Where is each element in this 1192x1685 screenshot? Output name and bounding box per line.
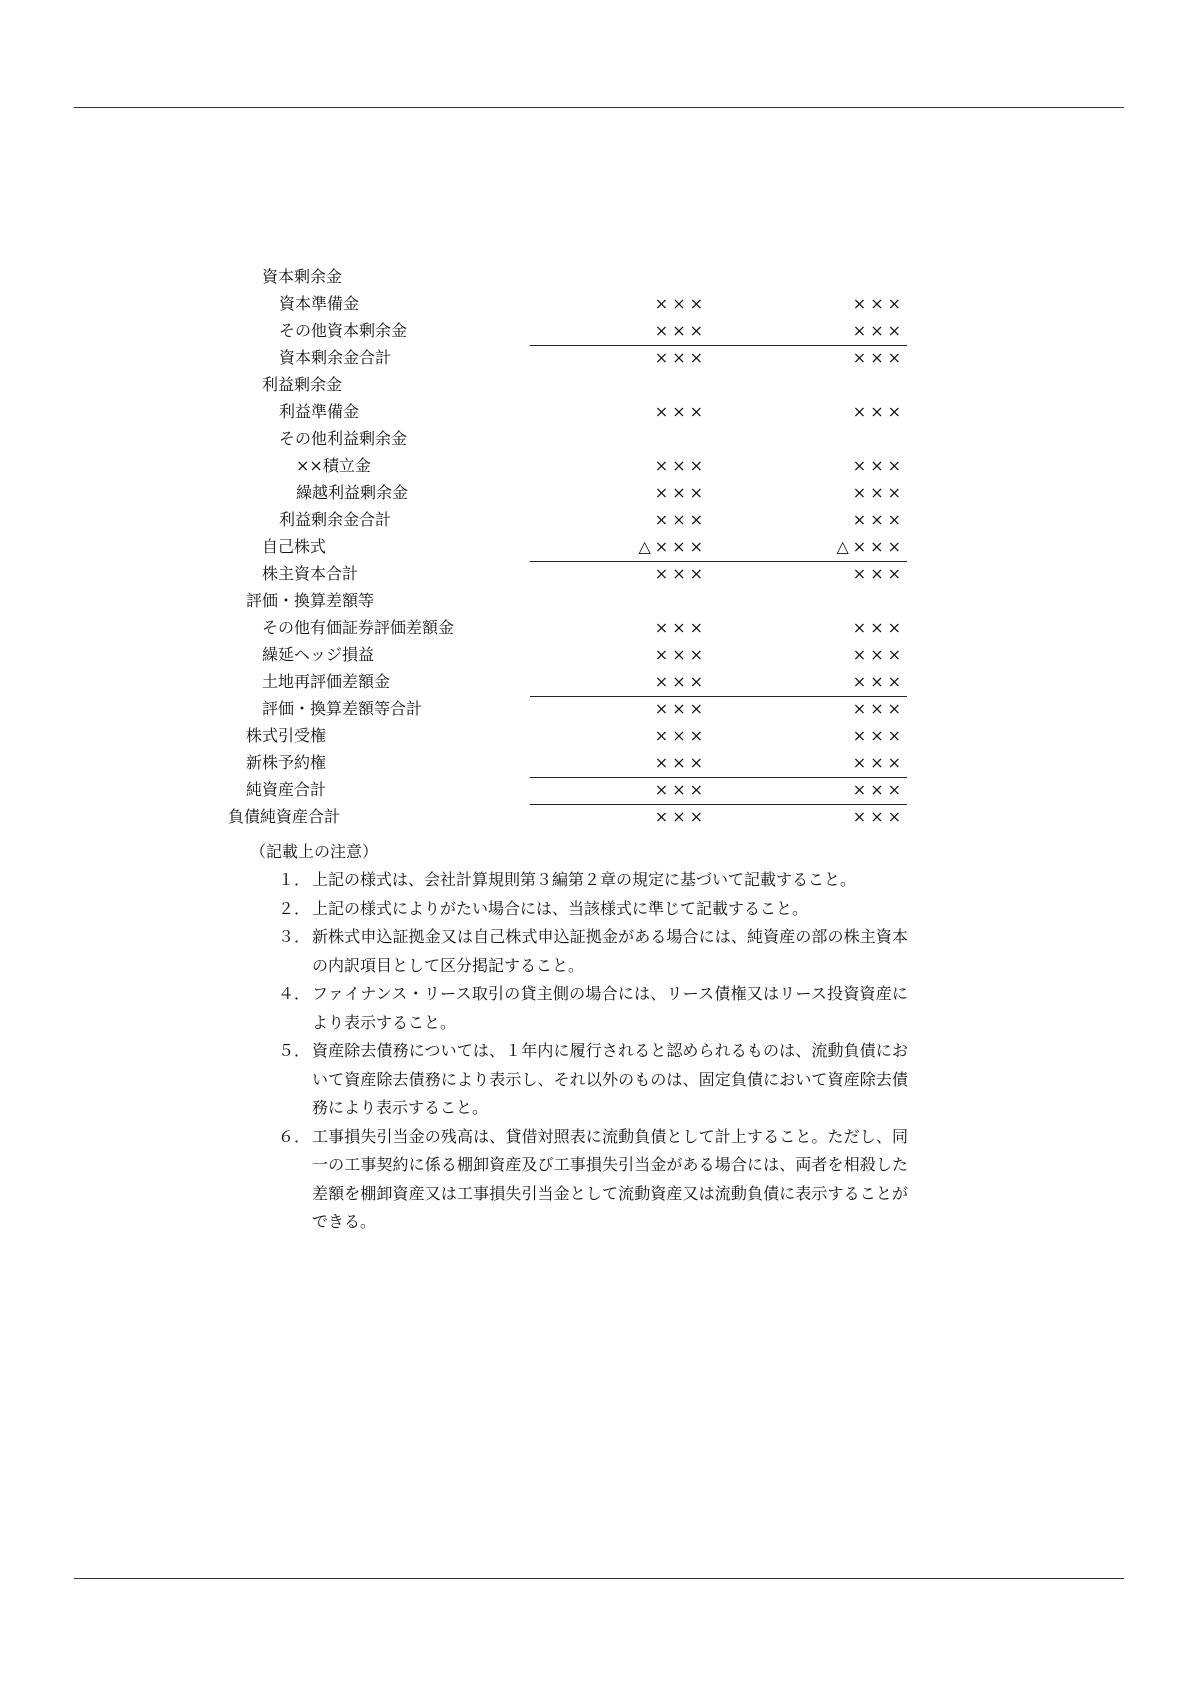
row-label: 負債純資産合計	[228, 807, 341, 826]
note-number: ４．	[278, 984, 311, 1003]
statement-row	[0, 588, 1192, 615]
row-label: 利益準備金	[279, 402, 360, 421]
statement-row	[0, 453, 1192, 480]
statement-row	[0, 669, 1192, 696]
row-label: 資本準備金	[279, 294, 360, 313]
current-period-value: ×××	[852, 807, 905, 826]
prior-period-value: ×××	[654, 510, 707, 529]
note-number: ２．	[278, 898, 311, 918]
prior-period-value: ×××	[654, 753, 707, 772]
note-item	[278, 895, 908, 924]
statement-row	[0, 372, 1192, 399]
current-period-value: ×××	[852, 618, 905, 637]
note-item	[278, 1037, 908, 1123]
row-label: 新株予約権	[246, 753, 327, 772]
prior-period-value: ×××	[654, 780, 707, 799]
row-label: その他資本剰余金	[279, 321, 408, 340]
statement-row	[0, 723, 1192, 750]
statement-row	[0, 426, 1192, 453]
notes-heading: （記載上の注意）	[250, 842, 379, 861]
current-period-value: ×××	[852, 321, 905, 340]
row-label: 利益剰余金合計	[279, 510, 392, 529]
prior-period-value: ×××	[654, 672, 707, 691]
prior-period-value: ×××	[654, 807, 707, 826]
statement-row	[0, 615, 1192, 642]
row-label: 利益剰余金	[262, 375, 343, 394]
prior-period-value: ×××	[654, 564, 707, 583]
row-label: 純資産合計	[246, 780, 327, 799]
statement-row	[0, 291, 1192, 318]
current-period-value: ×××	[852, 699, 905, 718]
current-period-value: ×××	[852, 564, 905, 583]
statement-row	[0, 750, 1192, 777]
current-period-value: ×××	[852, 483, 905, 502]
note-text: 工事損失引当金の残高は、貸借対照表に流動負債として計上すること。ただし、同一の工事契約に係る棚卸資産及び工事損失引当金がある場合には、両者を相殺した差額を棚卸資産又は工事損失引当金として流動資産又は流動負債に表示することができる。	[312, 1126, 908, 1231]
row-label: 繰延ヘッジ損益	[262, 645, 375, 664]
note-number: ５．	[278, 1041, 311, 1060]
row-label: 資本剰余金合計	[279, 348, 392, 367]
current-period-value: ×××	[852, 348, 905, 367]
statement-row	[0, 507, 1192, 534]
footer-rule	[74, 1578, 1124, 1579]
current-period-value: ×××	[852, 672, 905, 691]
statement-row	[0, 561, 1192, 588]
prior-period-value: ×××	[654, 348, 707, 367]
current-period-value: ×××	[852, 726, 905, 745]
note-text: ファイナンス・リース取引の貸主側の場合には、リース債権又はリース投資資産により表示すること。	[312, 984, 908, 1032]
statement-row	[0, 399, 1192, 426]
note-item	[278, 980, 908, 1037]
prior-period-value: ×××	[654, 618, 707, 637]
note-item	[278, 866, 908, 895]
prior-period-value: ×××	[654, 483, 707, 502]
note-number: ６．	[278, 1126, 311, 1146]
row-label: 資本剰余金	[262, 267, 343, 286]
row-label: 株式引受権	[246, 726, 327, 745]
current-period-value: ×××	[852, 456, 905, 475]
row-label: 評価・換算差額等	[246, 591, 375, 610]
prior-period-value: ×××	[654, 726, 707, 745]
current-period-value: △×××	[836, 537, 905, 556]
note-text: 上記の様式は、会社計算規則第３編第２章の規定に基づいて記載すること。	[312, 870, 857, 889]
note-text: 新株式申込証拠金又は自己株式申込証拠金がある場合には、純資産の部の株主資本の内訳項目として区分掲記すること。	[312, 927, 908, 975]
row-label: その他利益剰余金	[279, 429, 408, 448]
statement-row	[0, 534, 1192, 561]
statement-row	[0, 264, 1192, 291]
current-period-value: ×××	[852, 402, 905, 421]
note-number: ３．	[278, 927, 311, 946]
prior-period-value: ×××	[654, 456, 707, 475]
row-label: ××積立金	[296, 456, 371, 475]
current-period-value: ×××	[852, 780, 905, 799]
prior-period-value: ×××	[654, 645, 707, 664]
statement-row	[0, 696, 1192, 723]
note-text: 資産除去債務については、１年内に履行されると認められるものは、流動負債において資産除去債務により表示し、それ以外のものは、固定負債において資産除去債務により表示すること。	[312, 1041, 908, 1117]
note-number: １．	[278, 870, 311, 889]
note-text: 上記の様式によりがたい場合には、当該様式に準じて記載すること。	[312, 898, 809, 918]
statement-row	[0, 804, 1192, 831]
current-period-value: ×××	[852, 645, 905, 664]
note-item	[278, 1123, 908, 1237]
notes-list	[278, 866, 908, 1237]
statement-row	[0, 777, 1192, 804]
prior-period-value: ×××	[654, 699, 707, 718]
current-period-value: ×××	[852, 753, 905, 772]
prior-period-value: ×××	[654, 402, 707, 421]
row-label: その他有価証券評価差額金	[262, 618, 455, 637]
statement-row	[0, 642, 1192, 669]
row-label: 株主資本合計	[262, 564, 359, 583]
row-label: 評価・換算差額等合計	[262, 699, 423, 718]
current-period-value: ×××	[852, 294, 905, 313]
prior-period-value: ×××	[654, 321, 707, 340]
row-label: 繰越利益剰余金	[296, 483, 409, 502]
current-period-value: ×××	[852, 510, 905, 529]
prior-period-value: △×××	[638, 537, 707, 556]
statement-row	[0, 345, 1192, 372]
prior-period-value: ×××	[654, 294, 707, 313]
header-rule	[74, 107, 1124, 108]
row-label: 自己株式	[262, 537, 327, 556]
note-item	[278, 923, 908, 980]
statement-row	[0, 318, 1192, 345]
row-label: 土地再評価差額金	[262, 672, 391, 691]
statement-row	[0, 480, 1192, 507]
net-assets-statement	[0, 264, 1192, 831]
